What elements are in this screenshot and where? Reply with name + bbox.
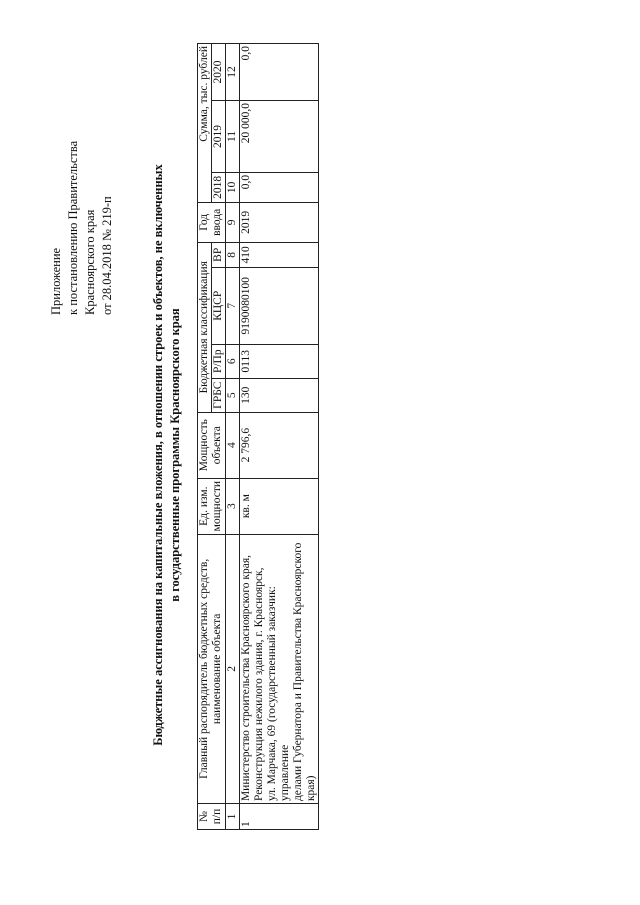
header-year-2019: 2019 [212,101,226,173]
column-number: 9 [226,202,240,242]
column-number: 7 [226,267,240,344]
title-line: в государственные программы Красноярского края [168,308,182,602]
header-distributor: Главный распорядитель бюджетных средств, наименование объекта [198,534,226,803]
header-year-2018: 2018 [212,172,226,202]
header-row-units [198,44,212,830]
header-year: Год ввода [198,202,226,242]
header-grbs: ГРБС [212,378,226,412]
header-rzpr: Р/Пр [212,344,226,378]
header-num: № п/п [198,804,226,830]
header-capacity: Мощность объекта [198,412,226,478]
row-grbs: 130 [240,378,319,412]
column-number: 3 [226,478,240,534]
distributor-line: Министерство строительства Красноярского края, [240,554,252,802]
row-rzpr: 0113 [240,344,319,378]
distributor-line: Реконструкция нежилого здания, г. Красноярск, [253,567,265,802]
column-number: 11 [226,101,240,173]
column-number: 5 [226,378,240,412]
row-capacity: 2 796,6 [240,412,319,478]
table-row [240,44,319,830]
appendix-line: к постановлению Правительства [66,140,80,315]
row-amount-2019: 20 000,0 [240,101,319,173]
column-number: 6 [226,344,240,378]
row-unit: кв. м [240,478,319,534]
header-vr: ВР [212,242,226,267]
column-number: 2 [226,534,240,803]
header-amount-units: Сумма, тыс. рублей [198,44,212,203]
column-number: 1 [226,804,240,830]
column-number: 8 [226,242,240,267]
budget-table [197,43,319,830]
row-amount-2018: 0,0 [240,172,319,202]
header-kcsr: КЦСР [212,267,226,344]
document-title [150,95,184,815]
distributor-line: делами Губернатора и Правительства Красноярского [292,542,304,802]
column-number: 10 [226,172,240,202]
row-num: 1 [240,804,319,830]
title-line: Бюджетные ассигнования на капитальные вложения, в отношении строек и объектов, не включенных [151,164,165,746]
row-year: 2019 [240,202,319,242]
row-kcsr: 9190080100 [240,267,319,344]
distributor-line: ул. Марчака, 69 (государственный заказчик: управление [266,586,291,802]
appendix-block [48,15,116,315]
row-vr: 410 [240,242,319,267]
header-year-2020: 2020 [212,44,226,101]
row-distributor [240,534,319,803]
column-number: 4 [226,412,240,478]
column-number-row [226,44,240,830]
appendix-line: Красноярского края [83,209,97,315]
header-budget-classification: Бюджетная классификация [198,242,212,412]
row-amount-2020: 0,0 [240,44,319,101]
appendix-line: от 28.04.2018 № 219-п [100,196,114,315]
column-number: 12 [226,44,240,101]
header-unit: Ед. изм. мощности [198,478,226,534]
appendix-line: Приложение [49,247,63,315]
distributor-line: края) [305,775,317,802]
